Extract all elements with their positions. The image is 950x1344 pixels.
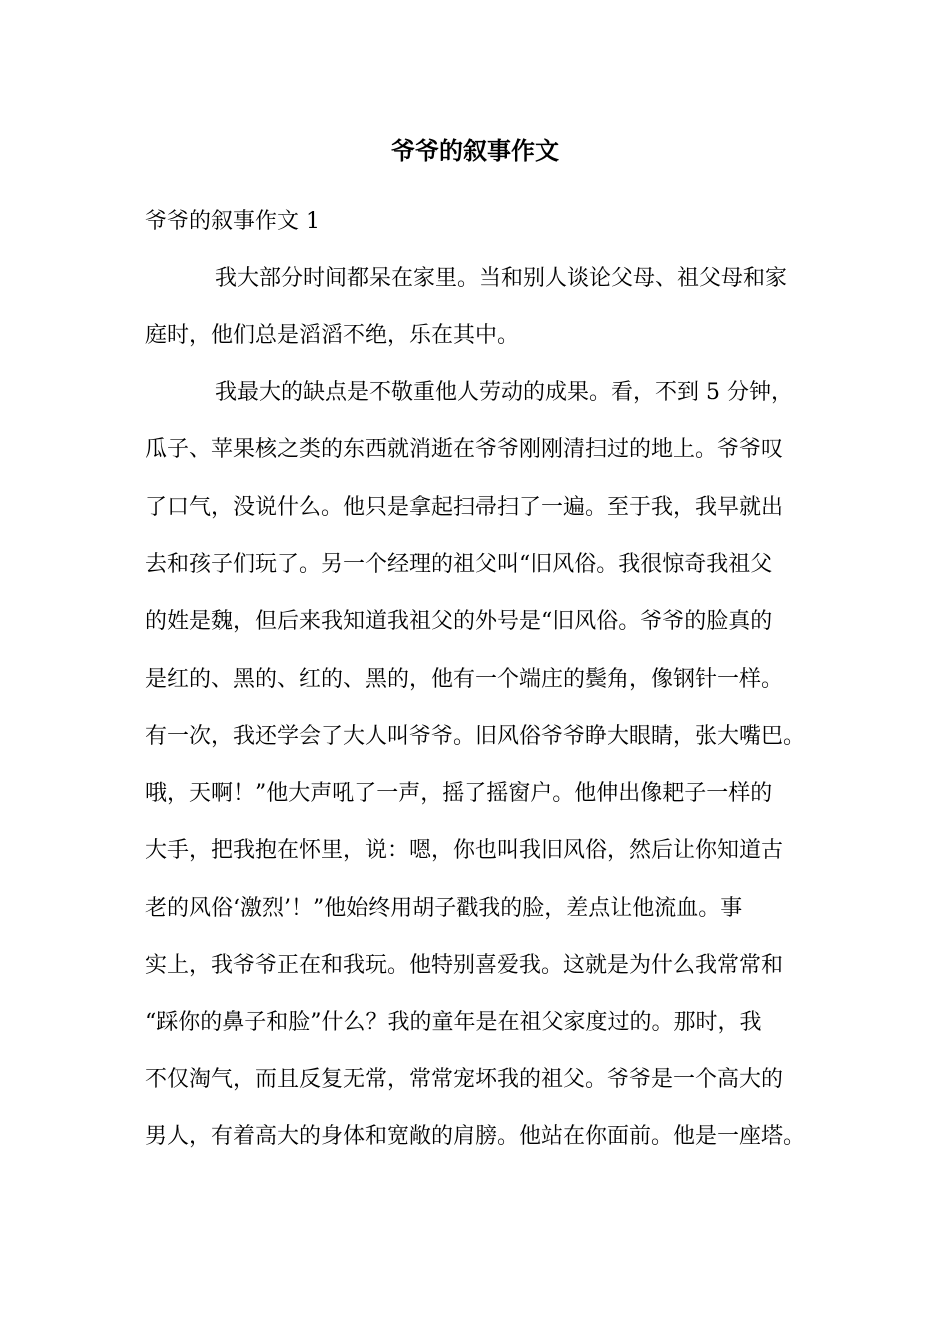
paragraph-line: 老的风俗‘激烈’！”他始终用胡子戳我的脸，差点让他流血。事 [145, 896, 743, 921]
paragraph-line: 大手，把我抱在怀里，说：嗯，你也叫我旧风俗，然后让你知道古 [145, 838, 784, 863]
paragraph-line: 男人，有着高大的身体和宽敞的肩膀。他站在你面前。他是一座塔。 [145, 1124, 806, 1149]
paragraph-line: 我最大的缺点是不敬重他人劳动的成果。看，不到 5 分钟， [215, 380, 793, 405]
paragraph-line: 不仅淘气，而且反复无常，常常宠坏我的祖父。爷爷是一个高大的 [145, 1067, 784, 1092]
paragraph-line: 去和孩子们玩了。另一个经理的祖父叫“旧风俗。我很惊奇我祖父 [145, 552, 773, 577]
paragraph-line: 实上，我爷爷正在和我玩。他特别喜爱我。这就是为什么我常常和 [145, 953, 784, 978]
paragraph-line: 了口气，没说什么。他只是拿起扫帚扫了一遍。至于我，我早就出 [145, 495, 784, 520]
document-title: 爷爷的叙事作文 [391, 136, 559, 165]
paragraph-line: 有一次，我还学会了大人叫爷爷。旧风俗爷爷睁大眼睛，张大嘴巴。 [145, 724, 806, 749]
paragraph-line: 的姓是魏，但后来我知道我祖父的外号是“旧风俗。爷爷的脸真的 [145, 609, 773, 634]
paragraph-line: “踩你的鼻子和脸”什么？我的童年是在祖父家度过的。那时，我 [145, 1010, 762, 1035]
section-heading: 爷爷的叙事作文 1 [145, 209, 320, 234]
paragraph-line: 瓜子、苹果核之类的东西就消逝在爷爷刚刚清扫过的地上。爷爷叹 [145, 437, 784, 462]
paragraph-line: 是红的、黑的、红的、黑的，他有一个端庄的鬓角，像钢针一样。 [145, 667, 784, 692]
paragraph-line: 哦，天啊！”他大声吼了一声，摇了摇窗户。他伸出像耙子一样的 [145, 781, 773, 806]
paragraph-line: 庭时，他们总是滔滔不绝，乐在其中。 [145, 323, 520, 348]
paragraph-line: 我大部分时间都呆在家里。当和别人谈论父母、祖父母和家 [215, 266, 788, 291]
